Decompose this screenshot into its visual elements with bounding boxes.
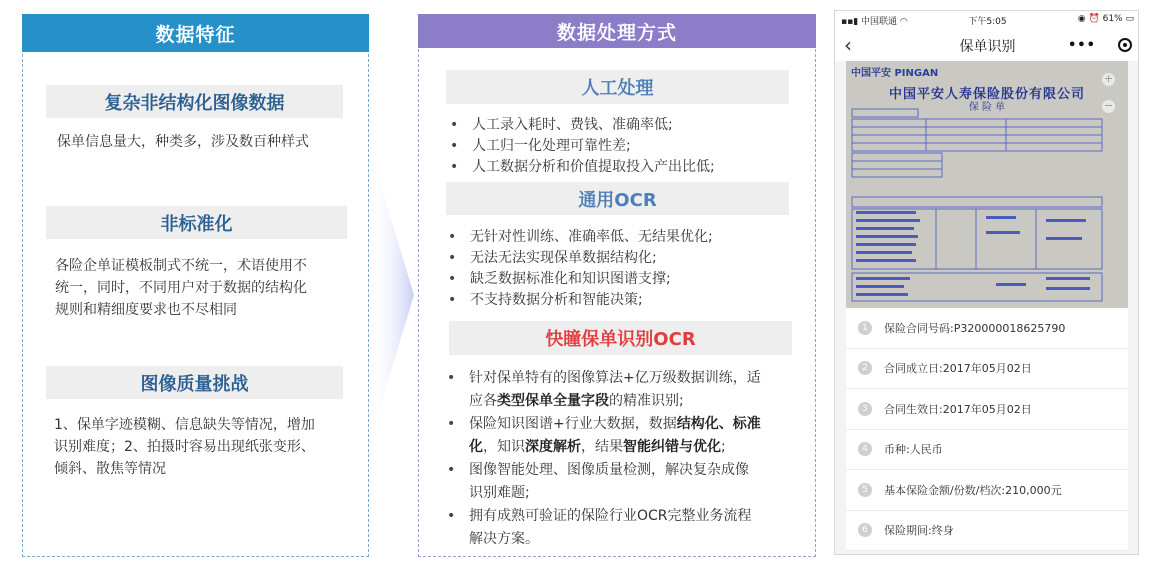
list-item — [443, 459, 793, 505]
section-title-non-standard: 非标准化 — [46, 206, 347, 239]
section-title-image-quality: 图像质量挑战 — [46, 366, 343, 399]
text-span: 保险知识图谱+行业大数据，数据 — [469, 416, 677, 432]
signal-icon: ▪▪▮ — [841, 17, 859, 27]
item-number: 3 — [858, 402, 872, 416]
carrier-text: 中国联通 — [861, 17, 898, 27]
alarm-icon: ⏰ — [1088, 14, 1100, 24]
list-item: • 无法无法实现保单数据结构化; — [444, 248, 804, 269]
item-number: 5 — [858, 483, 872, 497]
data-features-header: 数据特征 — [22, 14, 369, 52]
section-text-non-standard — [55, 255, 365, 321]
data-features-panel — [22, 14, 369, 557]
capsule-menu — [1068, 34, 1132, 56]
text-span: ; — [721, 439, 726, 455]
result-item — [846, 308, 1128, 349]
document-logo: 中国平安 PINGAN — [851, 68, 939, 79]
back-icon[interactable]: ‹ — [844, 33, 852, 57]
document-scan-icon — [846, 61, 1128, 308]
general-ocr-list — [444, 227, 804, 311]
result-item — [846, 389, 1128, 430]
text-span: ，知识 — [483, 439, 525, 455]
section-text-complex-unstructured: 保单信息量大，种类多，涉及数百种样式 — [57, 134, 309, 150]
item-number: 1 — [858, 321, 872, 335]
text-line: 1、保单字迹模糊、信息缺失等情况，增加 — [54, 417, 315, 433]
document-subtitle: 保 险 单 — [968, 102, 1006, 113]
processing-methods-header: 数据处理方式 — [418, 14, 816, 48]
document-title: 中国平安人寿保险股份有限公司 — [888, 87, 1085, 102]
zoom-in-icon[interactable]: + — [1103, 72, 1114, 85]
recognition-result-list — [846, 308, 1128, 551]
battery-label — [1078, 14, 1134, 24]
text-line: 识别难度；2、拍摄时容易出现纸张变形、 — [54, 439, 315, 455]
text-line: 倾斜、散焦等情况 — [54, 461, 166, 477]
processing-methods-panel — [418, 14, 816, 557]
list-item — [443, 505, 793, 551]
result-item — [846, 349, 1128, 390]
result-item — [846, 511, 1128, 552]
battery-text: 61% — [1102, 14, 1123, 24]
nav-title: 保单识别 — [959, 39, 1016, 55]
method-title-general-ocr: 通用OCR — [446, 182, 789, 215]
lock-icon: ◉ — [1077, 14, 1086, 24]
text-line: 规则和精细度要求也不尽相同 — [55, 302, 237, 318]
text-span: 识别难题; — [469, 485, 530, 501]
text-span: 的精准识别; — [609, 393, 684, 409]
text-line: 各险企单证模板制式不统一，术语使用不 — [55, 258, 307, 274]
close-target-icon[interactable] — [1118, 38, 1132, 52]
highlight-text: 类型保单全量字段 — [497, 393, 609, 409]
text-span: 图像智能处理、图像质量检测，解决复杂成像 — [469, 462, 749, 478]
text-span: 针对保单特有的图像算法+亿万级数据训练，适 — [469, 370, 761, 386]
text-span: 解决方案。 — [469, 531, 539, 547]
list-item: • 人工录入耗时、费钱、准确率低; — [446, 115, 806, 136]
list-item — [443, 367, 793, 413]
more-icon[interactable]: ••• — [1068, 37, 1096, 53]
list-item: • 人工归一化处理可靠性差; — [446, 136, 806, 157]
item-text: 基本保险金额/份数/档次:210,000元 — [884, 483, 1062, 497]
list-item: • 无针对性训练、准确率低、无结果优化; — [444, 227, 804, 248]
text-line: 统一，同时，不同用户对于数据的结构化 — [55, 280, 307, 296]
method-title-kuaitong-ocr: 快瞳保单识别OCR — [449, 321, 792, 355]
section-text-image-quality — [54, 414, 366, 480]
battery-icon: ▭ — [1125, 14, 1134, 24]
section-title-complex-unstructured: 复杂非结构化图像数据 — [46, 85, 343, 118]
item-text: 币种:人民币 — [884, 443, 943, 457]
manual-list — [446, 115, 806, 178]
item-number: 4 — [858, 442, 872, 456]
status-time: 下午5:05 — [968, 17, 1007, 27]
item-text: 合同成立日:2017年05月02日 — [884, 362, 1032, 376]
item-number: 6 — [858, 523, 872, 537]
method-title-manual: 人工处理 — [446, 70, 789, 104]
result-item — [846, 470, 1128, 511]
highlight-text: 智能纠错与优化 — [623, 439, 721, 455]
zoom-out-icon[interactable]: − — [1103, 99, 1114, 112]
item-text: 保险期间:终身 — [884, 524, 954, 538]
result-item — [846, 430, 1128, 471]
text-span: 拥有成熟可验证的保险行业OCR完整业务流程 — [469, 508, 752, 524]
wifi-icon: ◠ — [899, 17, 908, 27]
list-item: • 不支持数据分析和智能决策; — [444, 290, 804, 311]
text-span: ，结果 — [581, 439, 623, 455]
highlight-text: 化 — [469, 439, 483, 455]
phone-screenshot — [834, 10, 1139, 555]
highlight-text: 结构化、标准 — [676, 416, 761, 432]
flow-arrow-icon — [370, 150, 416, 440]
text-span: 应各 — [469, 393, 497, 409]
list-item: • 缺乏数据标准化和知识图谱支撑; — [444, 269, 804, 290]
highlight-text: 深度解析 — [525, 439, 581, 455]
kuaitong-ocr-list — [443, 367, 793, 551]
list-item — [443, 413, 793, 459]
status-bar — [835, 11, 1139, 29]
item-text: 保险合同号码:P320000018625790 — [884, 321, 1066, 335]
list-item: • 人工数据分析和价值提取投入产出比低; — [446, 157, 806, 178]
item-text: 合同生效日:2017年05月02日 — [884, 402, 1032, 416]
nav-bar — [835, 29, 1139, 61]
policy-document-image — [846, 61, 1128, 308]
item-number: 2 — [858, 361, 872, 375]
